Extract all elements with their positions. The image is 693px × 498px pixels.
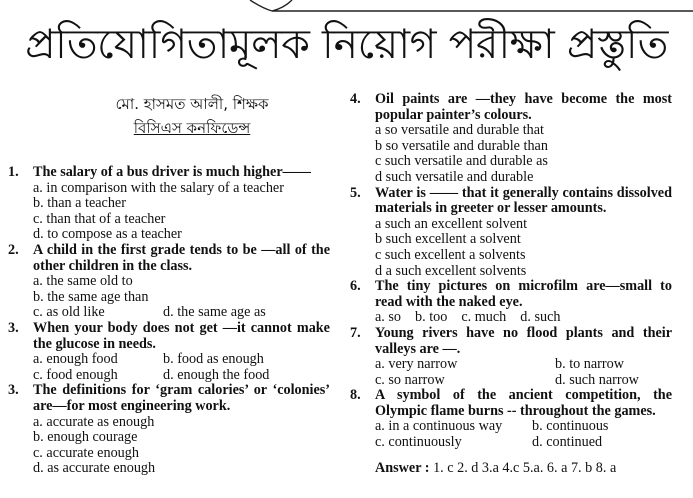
option: d. such narrow (555, 371, 639, 388)
option: b such excellent a solvent (375, 231, 521, 248)
option: a. in comparison with the salary of a teacher (33, 179, 284, 196)
option: a. so (375, 309, 402, 326)
question-text: The tiny pictures on microfilm are—small to read with the naked eye. (375, 278, 672, 310)
option: d. continued (532, 434, 603, 451)
option: d. such (520, 309, 561, 326)
question-number: 5. (350, 184, 361, 201)
option: d. enough the food (163, 366, 270, 383)
question-number: 8. (350, 387, 361, 404)
question-block (350, 186, 672, 280)
question-block (350, 326, 672, 388)
option: c. much (461, 309, 507, 326)
question-number: 1. (8, 164, 19, 180)
option: b. food as enough (163, 351, 264, 368)
question-text: Water is —— that it generally contains dissolved materials in greeter or lesser amounts. (375, 184, 672, 217)
option: d. the same age as (163, 304, 266, 321)
answer-label: Answer : (375, 459, 430, 476)
question-number: 3. (8, 319, 19, 336)
question-text: The definitions for ‘gram calories’ or ‘colonies’ are—for most engineering work. (33, 382, 330, 414)
option: c. accurate enough (33, 444, 139, 461)
option: b so versatile and durable than (375, 137, 548, 154)
question-text: A child in the first grade tends to be —all of the other children in the class. (33, 241, 330, 274)
option: a. enough food (33, 351, 118, 368)
question-number: 3. (8, 382, 19, 399)
option: c. food enough (33, 366, 118, 383)
option: c. so narrow (375, 371, 445, 388)
option: d a such excellent solvents (375, 262, 527, 279)
byline (62, 92, 322, 140)
question-number: 6. (350, 278, 361, 295)
option: b. continuous (532, 418, 609, 435)
option: b. than a teacher (33, 195, 126, 212)
answer-text: 1. c 2. d 3.a 4.c 5.a. 6. a 7. b 8. a (433, 459, 617, 476)
question-number: 4. (350, 91, 361, 107)
option: d such versatile and durable (375, 168, 534, 185)
option: a. the same old to (33, 273, 133, 290)
answer-key (350, 461, 672, 477)
option: c. as old like (33, 304, 105, 321)
header-decoration (0, 0, 693, 14)
question-text: Young rivers have no flood plants and their valleys are —. (375, 324, 672, 357)
option: c such excellent a solvents (375, 246, 526, 263)
author-name: মো. হাসমত আলী, শিক্ষক (115, 95, 269, 113)
question-block (350, 388, 672, 450)
question-block (350, 279, 672, 326)
question-number: 7. (350, 324, 361, 341)
option: c. than that of a teacher (33, 210, 166, 227)
question-block (8, 383, 330, 477)
left-column (8, 165, 330, 477)
question-block (8, 321, 330, 383)
option: b. enough courage (33, 429, 138, 446)
option: b. to narrow (555, 356, 624, 373)
question-block (8, 165, 330, 243)
option: c. continuously (375, 434, 462, 451)
option: a so versatile and durable that (375, 122, 545, 139)
option: c such versatile and durable as (375, 153, 548, 170)
question-text: A symbol of the ancient competition, the Olympic flame burns -- throughout the games. (375, 387, 672, 419)
option: a. accurate as enough (33, 413, 155, 430)
option: b. too (415, 309, 448, 326)
option: b. the same age than (33, 288, 149, 305)
question-text: Oil paints are —they have become the most popular painter’s colours. (375, 91, 672, 123)
option: d. to compose as a teacher (33, 226, 182, 243)
question-block (350, 92, 672, 186)
question-text: The salary of a bus driver is much higher—— (33, 164, 311, 180)
option: a. very narrow (375, 356, 458, 373)
option: a. in a continuous way (375, 418, 503, 435)
option: a such an excellent solvent (375, 215, 528, 232)
question-number: 2. (8, 241, 19, 258)
question-block (8, 243, 330, 321)
page-title: প্রতিযোগিতামূলক নিয়োগ পরীক্ষা প্রস্তুতি (25, 20, 668, 68)
right-column (350, 92, 672, 476)
question-text: When your body does not get —it cannot make the glucose in needs. (33, 319, 330, 352)
option: d. as accurate enough (33, 460, 156, 477)
organization-name: বিসিএস কনফিডেন্স (133, 119, 251, 137)
